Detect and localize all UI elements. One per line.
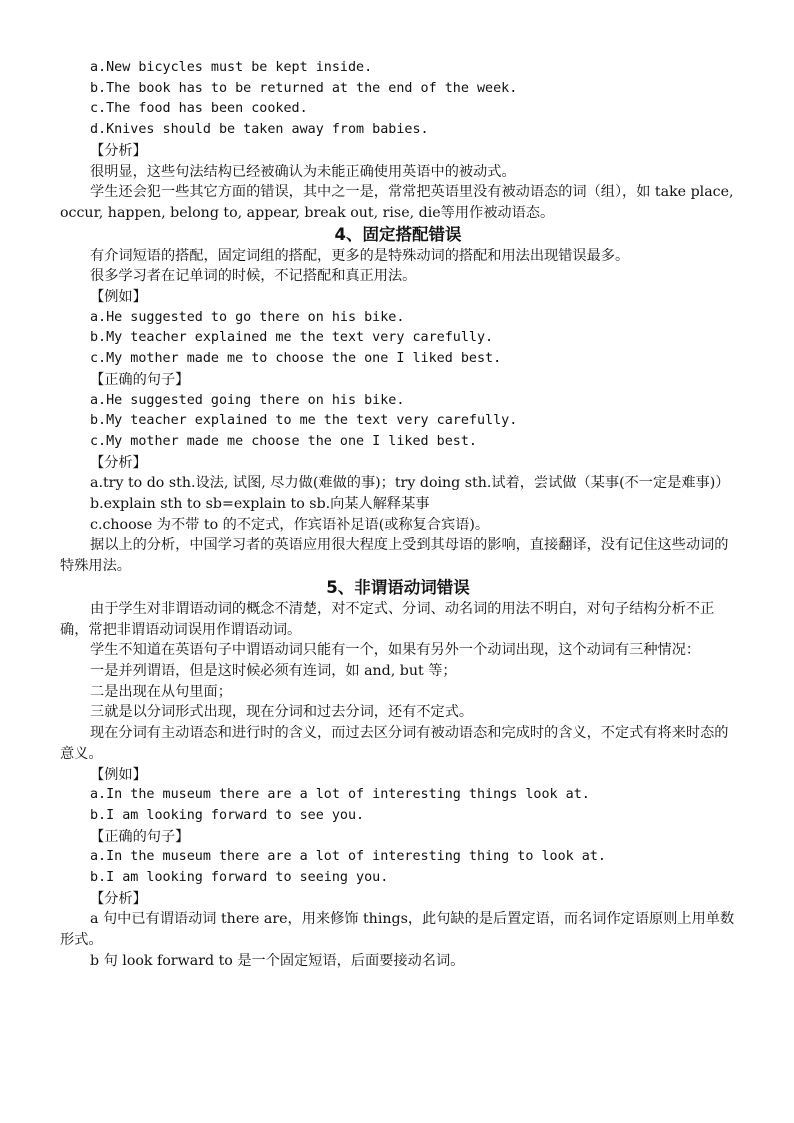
section-5-analysis-a: a 句中已有谓语动词 there are，用来修饰 things，此句缺的是后置定语，而名词作定语原则上用单数形式。 — [60, 911, 735, 949]
section-5-example-b: b.I am looking forward to see you. — [90, 807, 365, 823]
section-5-correct-label: 【正确的句子】 — [90, 828, 190, 845]
section-5-case-1: 一是并列谓语，但是这时候必须有连词，如 and, but 等； — [90, 662, 457, 679]
section-4-example-c: c.My mother made me to choose the one I liked best. — [90, 351, 502, 367]
section-4-example-label: 【例如】 — [90, 289, 147, 306]
passive-example-d: d.Knives should be taken away from babies. — [90, 122, 429, 138]
passive-analysis-label: 【分析】 — [90, 142, 147, 159]
section-5-title: 5、非谓语动词错误 — [326, 577, 470, 597]
section-5-correct-b: b.I am looking forward to seeing you. — [90, 870, 389, 886]
section-5-analysis-label: 【分析】 — [90, 890, 147, 907]
section-4-intro-2: 很多学习者在记单词的时候，不记搭配和真正用法。 — [90, 268, 417, 285]
section-4-conclusion: 据以上的分析，中国学习者的英语应用很大程度上受到其母语的影响，直接翻译，没有记住这些动词的特殊用法。 — [60, 537, 729, 575]
section-5-para-2: 学生不知道在英语句子中谓语动词只能有一个，如果有另外一个动词出现，这个动词有三种情况： — [90, 642, 701, 659]
section-5-para-3: 现在分词有主动语态和进行时的含义，而过去区分词有被动语态和完成时的含义，不定式有将来时态的意义。 — [60, 725, 729, 762]
section-5-analysis-b: b 句 look forward to 是一个固定短语，后面要接动名词。 — [90, 952, 465, 969]
passive-example-c: c.The food has been cooked. — [90, 101, 308, 117]
section-4-analysis-c: c.choose 为不带 to 的不定式，作宾语补足语(或称复合宾语)。 — [90, 516, 490, 533]
passive-example-a: a.New bicycles must be kept inside. — [90, 60, 373, 75]
section-4-intro-1: 有介词短语的搭配，固定词组的搭配，更多的是特殊动词的搭配和用法出现错误最多。 — [90, 247, 630, 264]
section-5-case-3: 三就是以分词形式出现，现在分词和过去分词，还有不定式。 — [90, 704, 474, 721]
section-4-correct-a: a.He suggested going there on his bike. — [90, 392, 405, 408]
document-page — [60, 58, 739, 972]
section-5-example-label: 【例如】 — [90, 766, 147, 783]
section-4-correct-label: 【正确的句子】 — [90, 371, 190, 388]
section-4-correct-b: b.My teacher explained to me the text very carefully. — [90, 413, 518, 429]
section-5-case-2: 二是出现在从句里面； — [90, 683, 232, 700]
passive-more-text: 学生还会犯一些其它方面的错误，其中之一是，常常把英语里没有被动语态的词（组），如 take place, occur, happen, belong to, appear, break out, rise, die等用作被动语态。 — [60, 184, 739, 221]
passive-analysis-text: 很明显，这些句法结构已经被确认为未能正确使用英语中的被动式。 — [90, 163, 516, 180]
section-4-title: 4、固定搭配错误 — [334, 224, 462, 244]
section-5-correct-a: a.In the museum there are a lot of interesting thing to look at. — [90, 849, 606, 865]
section-4-example-a: a.He suggested to go there on his bike. — [90, 309, 405, 325]
section-5-example-a: a.In the museum there are a lot of interesting things look at. — [90, 787, 590, 803]
section-4-analysis-label: 【分析】 — [90, 454, 147, 471]
section-4-analysis-a: a.try to do sth.设法, 试图, 尽力做(难做的事)；try doing sth.试着，尝试做（某事(不一定是难事)） — [90, 475, 730, 492]
section-4-correct-c: c.My mother made me choose the one I liked best. — [90, 433, 477, 449]
section-5-para-1: 由于学生对非谓语动词的概念不清楚，对不定式、分词、动名词的用法不明白，对句子结构分析不正确，常把非谓语动词误用作谓语动词。 — [60, 600, 715, 638]
section-4-analysis-b: b.explain sth to sb=explain to sb.向某人解释某事 — [90, 496, 430, 513]
section-4-example-b: b.My teacher explained me the text very carefully. — [90, 330, 494, 346]
passive-example-b: b.The book has to be returned at the end of the week. — [90, 80, 518, 96]
